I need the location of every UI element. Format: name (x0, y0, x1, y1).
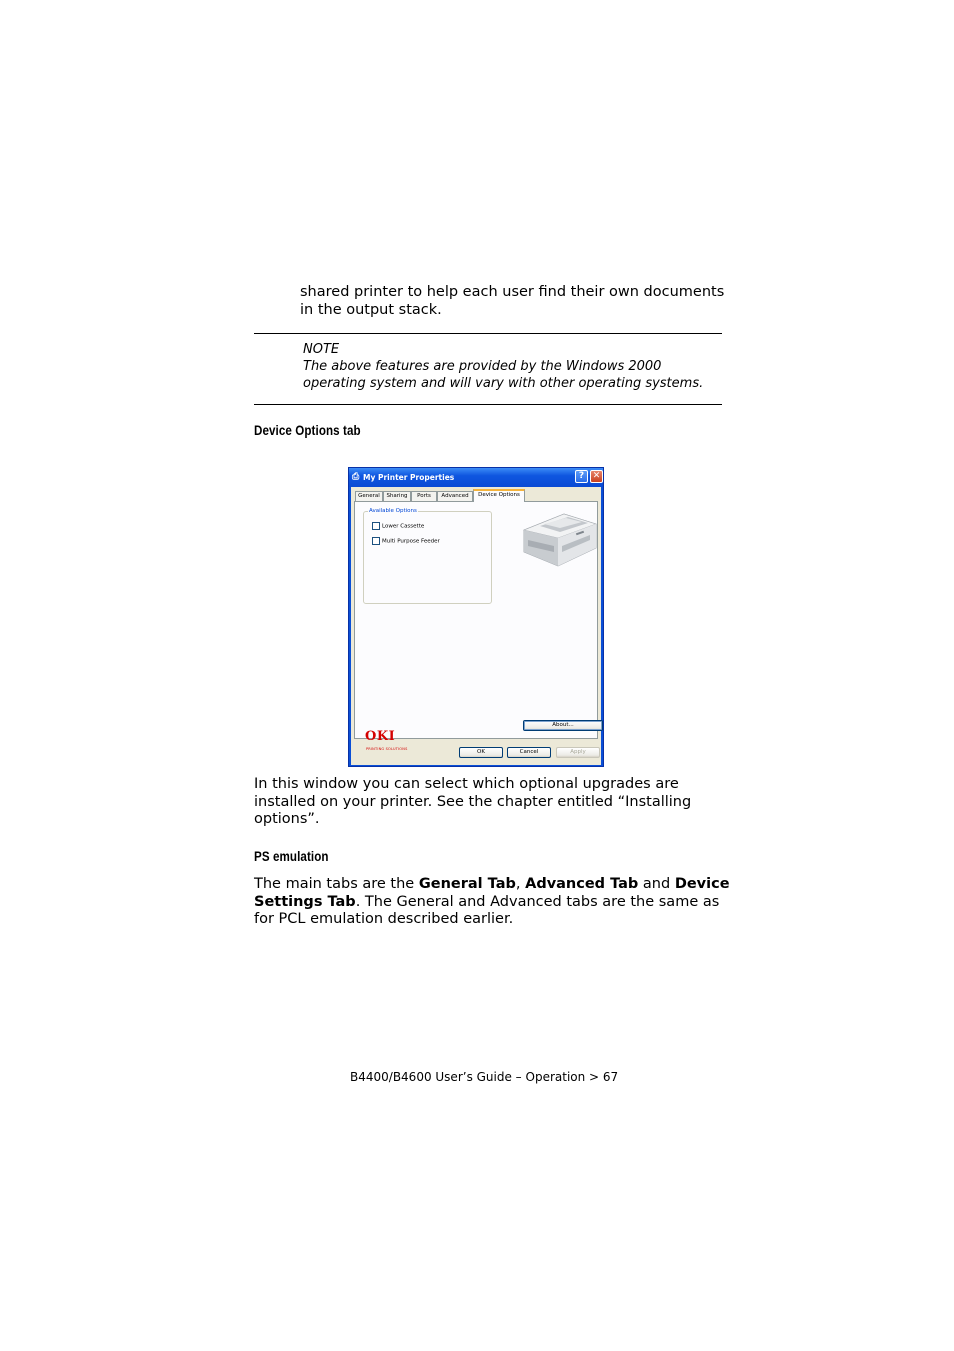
ps-line-2 (254, 894, 730, 912)
ps-text-2: , (515, 876, 526, 892)
intro-line-2: in the output stack. (300, 301, 442, 318)
option-multi-purpose-feeder[interactable] (372, 537, 440, 546)
ps-text-1: The main tabs are the (254, 876, 419, 892)
printer-properties-dialog (348, 467, 604, 767)
option-lower-cassette[interactable] (372, 522, 424, 531)
ok-button[interactable]: OK (459, 747, 503, 758)
ps-emulation-paragraph (254, 876, 730, 929)
dialog-title: My Printer Properties (363, 473, 455, 482)
device-options-panel (354, 501, 598, 751)
intro-line-1: shared printer to help each user find their own documents (300, 284, 725, 300)
printer-image (520, 502, 600, 572)
close-button[interactable]: ✕ (590, 470, 603, 483)
heading-device-options: Device Options tab (254, 423, 361, 438)
tab-advanced[interactable]: Advanced (437, 491, 473, 501)
printer-icon: ⎙ (352, 472, 360, 482)
about-button[interactable]: About... (523, 720, 603, 731)
note-line-2: operating system and will vary with other operating systems. (303, 376, 704, 391)
ps-line-1 (254, 876, 730, 894)
multi-purpose-feeder-label: Multi Purpose Feeder (382, 538, 440, 545)
dialog-client (351, 487, 601, 765)
lower-cassette-label: Lower Cassette (382, 523, 425, 530)
para2-line-2: installed on your printer. See the chapter entitled “Installing (254, 793, 692, 810)
ps-text-4: . The General and Advanced tabs are the same as (355, 893, 720, 910)
tab-ports[interactable]: Ports (411, 491, 437, 501)
ps-bold-settings-tab: Settings Tab (254, 893, 356, 910)
note-bottom-rule (254, 404, 722, 405)
oki-logo: OKI (365, 729, 396, 744)
apply-button[interactable]: Apply (556, 747, 600, 758)
lower-cassette-checkbox[interactable] (372, 522, 380, 530)
para2-line-1: In this window you can select which optional upgrades are (254, 776, 679, 792)
dialog-titlebar (349, 468, 603, 487)
intro-paragraph (300, 284, 724, 319)
note-line-1: The above features are provided by the Windows 2000 (303, 359, 662, 374)
device-options-description (254, 776, 691, 829)
help-button[interactable]: ? (575, 470, 588, 483)
available-options-label: Available Options (369, 508, 417, 514)
cancel-button[interactable]: Cancel (507, 747, 551, 758)
tab-sharing[interactable]: Sharing (383, 491, 411, 501)
heading-ps-emulation: PS emulation (254, 849, 329, 864)
tab-general[interactable]: General (355, 491, 383, 501)
multi-purpose-feeder-checkbox[interactable] (372, 537, 380, 545)
note-block (303, 341, 703, 392)
ps-bold-general-tab: General Tab (418, 876, 516, 892)
note-top-rule (254, 333, 722, 334)
available-options-group (363, 508, 492, 604)
oki-logo-subtitle: PRINTING SOLUTIONS (366, 747, 408, 751)
ps-bold-device: Device (674, 876, 730, 892)
tab-device-options[interactable]: Device Options (473, 489, 525, 502)
ps-text-3: and (638, 876, 675, 892)
note-label: NOTE (303, 342, 340, 357)
ps-bold-advanced-tab: Advanced Tab (525, 876, 639, 892)
ps-line-3: for PCL emulation described earlier. (254, 911, 514, 927)
page-footer: B4400/B4600 User’s Guide – Operation > 67 (350, 1070, 619, 1084)
para2-line-3: options”. (254, 811, 320, 827)
